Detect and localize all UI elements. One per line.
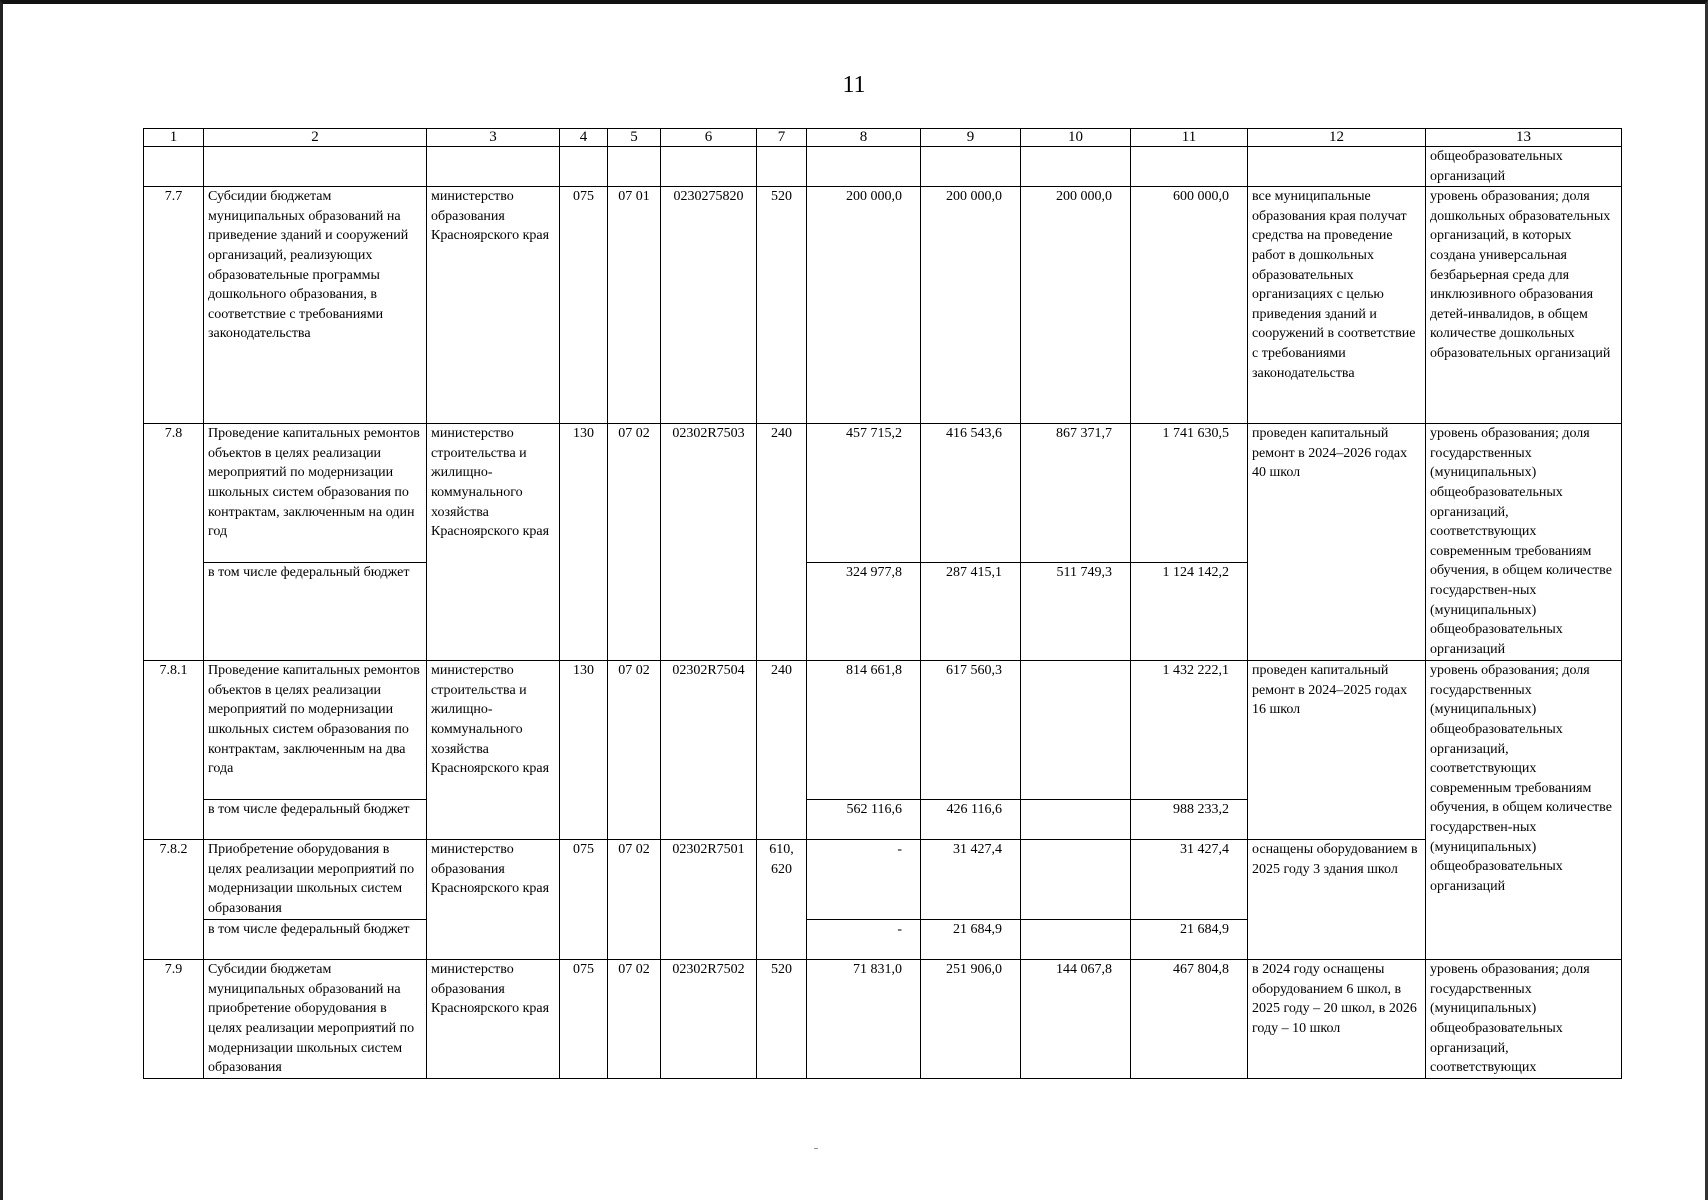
federal-col8: 562 116,6 (807, 800, 921, 840)
column-header: 11 (1131, 129, 1248, 147)
code-rzpr: 07 01 (608, 187, 661, 424)
column-header: 2 (204, 129, 427, 147)
target-indicator: уровень образования; доля государственных (муниципальных) общеобразовательных организаций, соответствующих современным требованиям обучения, в общем количестве государствен-ных (муниципальных) общеобразовательных организаций (1426, 424, 1622, 661)
activity-name: Субсидии бюджетам муниципальных образований на приобретение оборудования в целях реализации мероприятий по модернизации школьных систем образования (204, 960, 427, 1079)
activity-name: Приобретение оборудования в целях реализации мероприятий по модернизации школьных систем образования (204, 840, 427, 920)
federal-budget-label: в том числе федеральный бюджет (204, 800, 427, 840)
row-number: 7.7 (144, 187, 204, 424)
federal-col10: 511 749,3 (1021, 563, 1131, 661)
amount-col11: 467 804,8 (1131, 960, 1248, 1079)
amount-col11: 600 000,0 (1131, 187, 1248, 424)
activity-name: Субсидии бюджетам муниципальных образований на приведение зданий и сооружений организаций, реализующих образовательные программы дошкольного образования, в соответствие с требованиями законодательства (204, 187, 427, 424)
amount-col10: 200 000,0 (1021, 187, 1131, 424)
code-grbs: 075 (560, 187, 608, 424)
code-grbs: 075 (560, 840, 608, 960)
code-rzpr: 07 02 (608, 840, 661, 960)
activity-name: Проведение капитальных ремонтов объектов в целях реализации мероприятий по модернизации школьных систем образования по контрактам, заключенным на один год (204, 424, 427, 563)
column-header: 9 (921, 129, 1021, 147)
federal-budget-label: в том числе федеральный бюджет (204, 563, 427, 661)
amount-col8: 71 831,0 (807, 960, 921, 1079)
column-number-row (144, 129, 1622, 147)
row-number: 7.8 (144, 424, 204, 661)
responsible-org: министерство строительства и жилищно-коммунального хозяйства Красноярского края (427, 424, 560, 661)
federal-col9: 21 684,9 (921, 920, 1021, 960)
amount-col8: 814 661,8 (807, 661, 921, 800)
federal-col10 (1021, 920, 1131, 960)
federal-col9: 426 116,6 (921, 800, 1021, 840)
amount-col10: 867 371,7 (1021, 424, 1131, 563)
expected-result: все муниципальные образования края получат средства на проведение работ в дошкольных образовательных организациях с целью приведения зданий и сооружений в соответствие с требованиями законодательства (1248, 187, 1426, 424)
column-header: 8 (807, 129, 921, 147)
amount-col8: 200 000,0 (807, 187, 921, 424)
row-number: 7.8.1 (144, 661, 204, 840)
federal-col10 (1021, 800, 1131, 840)
code-csr: 02302R7502 (661, 960, 757, 1079)
column-header: 10 (1021, 129, 1131, 147)
code-vr: 520 (757, 187, 807, 424)
budget-table (143, 128, 1622, 1079)
code-rzpr: 07 02 (608, 661, 661, 840)
amount-col9: 251 906,0 (921, 960, 1021, 1079)
column-header: 6 (661, 129, 757, 147)
column-header: 3 (427, 129, 560, 147)
column-header: 4 (560, 129, 608, 147)
amount-col9: 31 427,4 (921, 840, 1021, 920)
federal-col8: - (807, 920, 921, 960)
code-csr: 02302R7504 (661, 661, 757, 840)
table-row (144, 840, 1622, 920)
table-row (144, 424, 1622, 563)
code-vr: 610, 620 (757, 840, 807, 960)
responsible-org: министерство образования Красноярского края (427, 840, 560, 960)
table-row (144, 187, 1622, 424)
code-vr: 240 (757, 661, 807, 840)
expected-result: оснащены оборудованием в 2025 году 3 здания школ (1248, 840, 1426, 960)
code-vr: 240 (757, 424, 807, 661)
activity-name: Проведение капитальных ремонтов объектов в целях реализации мероприятий по модернизации школьных систем образования по контрактам, заключенным на два года (204, 661, 427, 800)
expected-result: в 2024 году оснащены оборудованием 6 школ, в 2025 году – 20 школ, в 2026 году – 10 школ (1248, 960, 1426, 1079)
amount-col8: 457 715,2 (807, 424, 921, 563)
federal-col11: 21 684,9 (1131, 920, 1248, 960)
amount-col8: - (807, 840, 921, 920)
code-grbs: 075 (560, 960, 608, 1079)
row-number: 7.8.2 (144, 840, 204, 960)
amount-col9: 200 000,0 (921, 187, 1021, 424)
amount-col9: 416 543,6 (921, 424, 1021, 563)
amount-col11: 1 432 222,1 (1131, 661, 1248, 800)
expected-result: проведен капитальный ремонт в 2024–2025 годах 16 школ (1248, 661, 1426, 840)
code-csr: 0230275820 (661, 187, 757, 424)
code-grbs: 130 (560, 424, 608, 661)
table-row (144, 960, 1622, 1079)
code-csr: 02302R7501 (661, 840, 757, 960)
amount-col10: 144 067,8 (1021, 960, 1131, 1079)
column-header: 1 (144, 129, 204, 147)
federal-col8: 324 977,8 (807, 563, 921, 661)
amount-col10 (1021, 661, 1131, 800)
row-number: 7.9 (144, 960, 204, 1079)
code-csr: 02302R7503 (661, 424, 757, 661)
federal-col9: 287 415,1 (921, 563, 1021, 661)
responsible-org: министерство образования Красноярского края (427, 960, 560, 1079)
scan-artifact (814, 1148, 818, 1149)
code-rzpr: 07 02 (608, 424, 661, 661)
responsible-org: министерство образования Красноярского края (427, 187, 560, 424)
federal-col11: 1 124 142,2 (1131, 563, 1248, 661)
amount-col11: 1 741 630,5 (1131, 424, 1248, 563)
expected-result: проведен капитальный ремонт в 2024–2026 годах 40 школ (1248, 424, 1426, 661)
continuation-row (144, 147, 1622, 187)
amount-col10 (1021, 840, 1131, 920)
target-indicator: уровень образования; доля государственных (муниципальных) общеобразовательных организаций, соответствующих современным требованиям обучения, в общем количестве государствен-ных (муниципальных) общеобразовательных организаций (1426, 661, 1622, 960)
federal-budget-label: в том числе федеральный бюджет (204, 920, 427, 960)
target-indicator: уровень образования; доля государственных (муниципальных) общеобразовательных организаций, соответствующих (1426, 960, 1622, 1079)
amount-col11: 31 427,4 (1131, 840, 1248, 920)
target-indicator: уровень образования; доля дошкольных образовательных организаций, в которых создана универсальная безбарьерная среда для инклюзивного образования детей-инвалидов, в общем количестве дошкольных образовательных организаций (1426, 187, 1622, 424)
column-header: 7 (757, 129, 807, 147)
table-row (144, 661, 1622, 800)
responsible-org: министерство строительства и жилищно-коммунального хозяйства Красноярского края (427, 661, 560, 840)
code-vr: 520 (757, 960, 807, 1079)
indicator-continued: общеобразовательных организаций (1426, 147, 1622, 187)
code-rzpr: 07 02 (608, 960, 661, 1079)
code-grbs: 130 (560, 661, 608, 840)
column-header: 12 (1248, 129, 1426, 147)
amount-col9: 617 560,3 (921, 661, 1021, 800)
column-header: 5 (608, 129, 661, 147)
page-number: 11 (842, 72, 866, 98)
column-header: 13 (1426, 129, 1622, 147)
federal-col11: 988 233,2 (1131, 800, 1248, 840)
